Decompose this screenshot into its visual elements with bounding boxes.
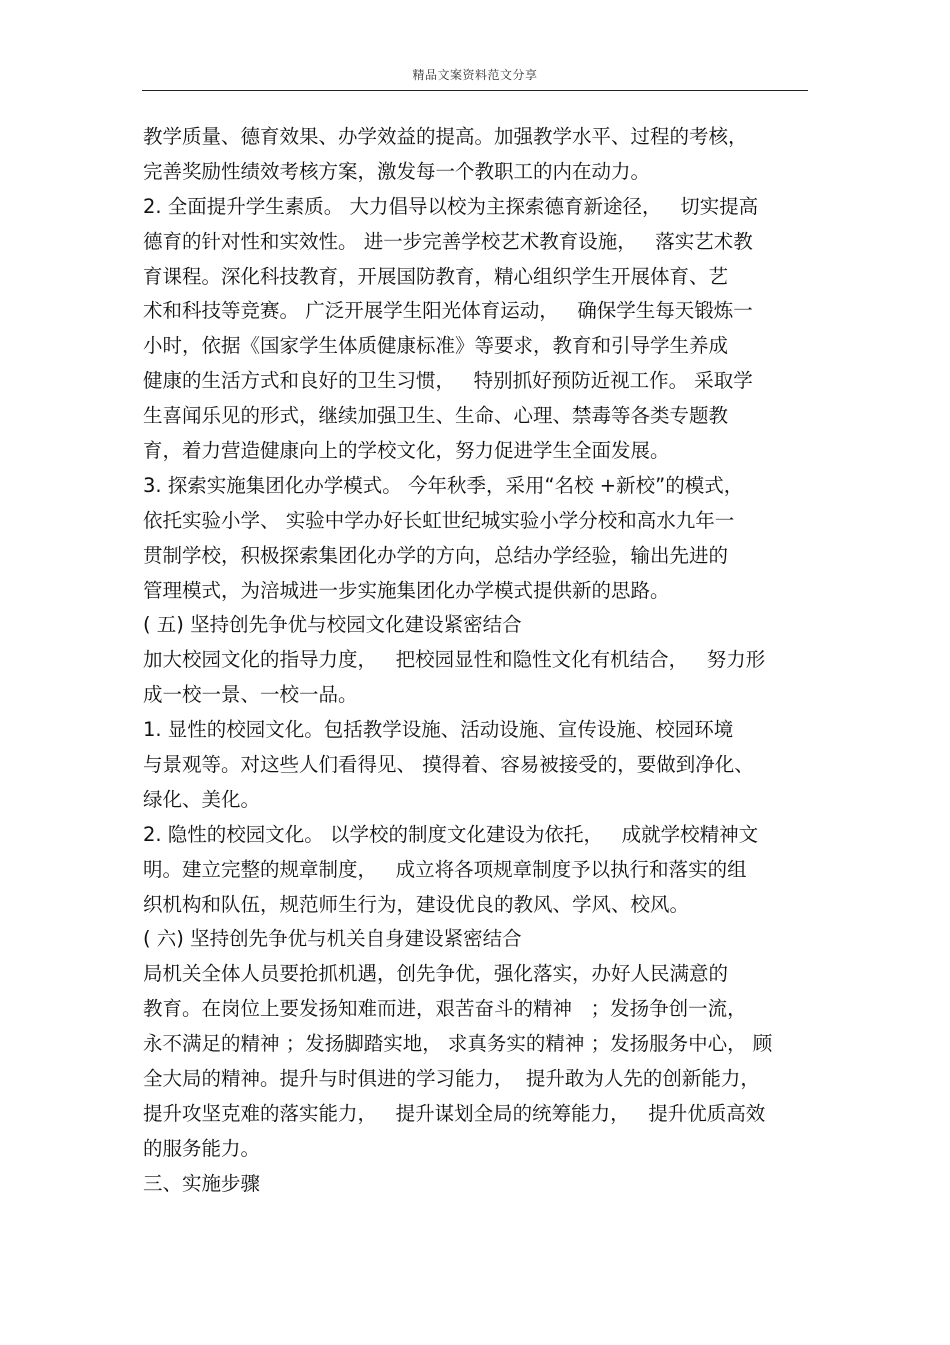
text-line: 完善奖励性绩效考核方案，激发每一个教职工的内在动力。 <box>143 159 651 183</box>
section-heading: ( 五) 坚持创先争优与校园文化建设紧密结合 <box>143 613 522 637</box>
text-line: 教学质量、德育效果、办学效益的提高。加强教学水平、过程的考核， <box>143 125 748 148</box>
text-line: 管理模式，为涪城进一步实施集团化办学模式提供新的思路。 <box>143 578 670 602</box>
text-line: 术和科技等竞赛。 广泛开展学生阳光体育运动， 确保学生每天锻炼一 <box>143 299 753 323</box>
text-line: 依托实验小学、 实验中学办好长虹世纪城实验小学分校和高水九年一 <box>143 508 735 532</box>
text-line: 育，着力营造健康向上的学校文化，努力促进学生全面发展。 <box>143 439 670 463</box>
text-line: 提升攻坚克难的落实能力， 提升谋划全局的统筹能力， 提升优质高效 <box>143 1101 766 1125</box>
text-line: 2. 隐性的校园文化。 以学校的制度文化建设为依托， 成就学校精神文 <box>143 822 759 846</box>
text-line: 3. 探索实施集团化办学模式。 今年秋季，采用“名校 +新校”的模式， <box>143 473 744 497</box>
text-line: 教育。在岗位上要发扬知难而进，艰苦奋斗的精神 ；发扬争创一流， <box>143 997 747 1021</box>
text-line: 永不满足的精神 ；发扬脚踏实地， 求真务实的精神 ；发扬服务中心， 顾 <box>143 1032 773 1056</box>
text-line: 绿化、美化。 <box>143 787 261 811</box>
text-line: 1. 显性的校园文化。包括教学设施、活动设施、宣传设施、校园环境 <box>143 718 734 742</box>
section-heading: 三、实施步骤 <box>143 1171 261 1195</box>
header-divider <box>142 90 808 91</box>
text-line: 明。建立完整的规章制度， 成立将各项规章制度予以执行和落实的组 <box>143 857 747 881</box>
text-line: 小时，依据《国家学生体质健康标准》等要求，教育和引导学生养成 <box>143 334 729 358</box>
text-line: 育课程。深化科技教育，开展国防教育，精心组织学生开展体育、艺 <box>143 264 729 288</box>
page-header: 精品文案资料范文分享 <box>412 68 538 82</box>
text-line: 局机关全体人员要抢抓机遇，创先争优，强化落实，办好人民满意的 <box>143 962 729 986</box>
text-line: 2. 全面提升学生素质。 大力倡导以校为主探索德育新途径， 切实提高 <box>143 194 759 218</box>
text-line: 生喜闻乐见的形式，继续加强卫生、生命、心理、禁毒等各类专题教 <box>143 404 729 428</box>
section-heading: ( 六) 坚持创先争优与机关自身建设紧密结合 <box>143 927 522 951</box>
text-line: 的服务能力。 <box>143 1136 261 1160</box>
text-line: 织机构和队伍，规范师生行为，建设优良的教风、学风、校风。 <box>143 892 690 916</box>
document-body <box>143 120 813 1202</box>
text-line: 健康的生活方式和良好的卫生习惯， 特别抓好预防近视工作。 采取学 <box>143 369 753 393</box>
text-line: 德育的针对性和实效性。 进一步完善学校艺术教育设施， 落实艺术教 <box>143 229 753 253</box>
text-line: 贯制学校，积极探索集团化办学的方向，总结办学经验，输出先进的 <box>143 543 729 567</box>
text-line: 加大校园文化的指导力度， 把校园显性和隐性文化有机结合， 努力形 <box>143 648 766 672</box>
text-line: 全大局的精神。提升与时俱进的学习能力， 提升敢为人先的创新能力， <box>143 1067 760 1091</box>
text-line: 与景观等。对这些人们看得见、 摸得着、容易被接受的，要做到净化、 <box>143 753 754 777</box>
text-line: 成一校一景、一校一品。 <box>143 683 358 707</box>
